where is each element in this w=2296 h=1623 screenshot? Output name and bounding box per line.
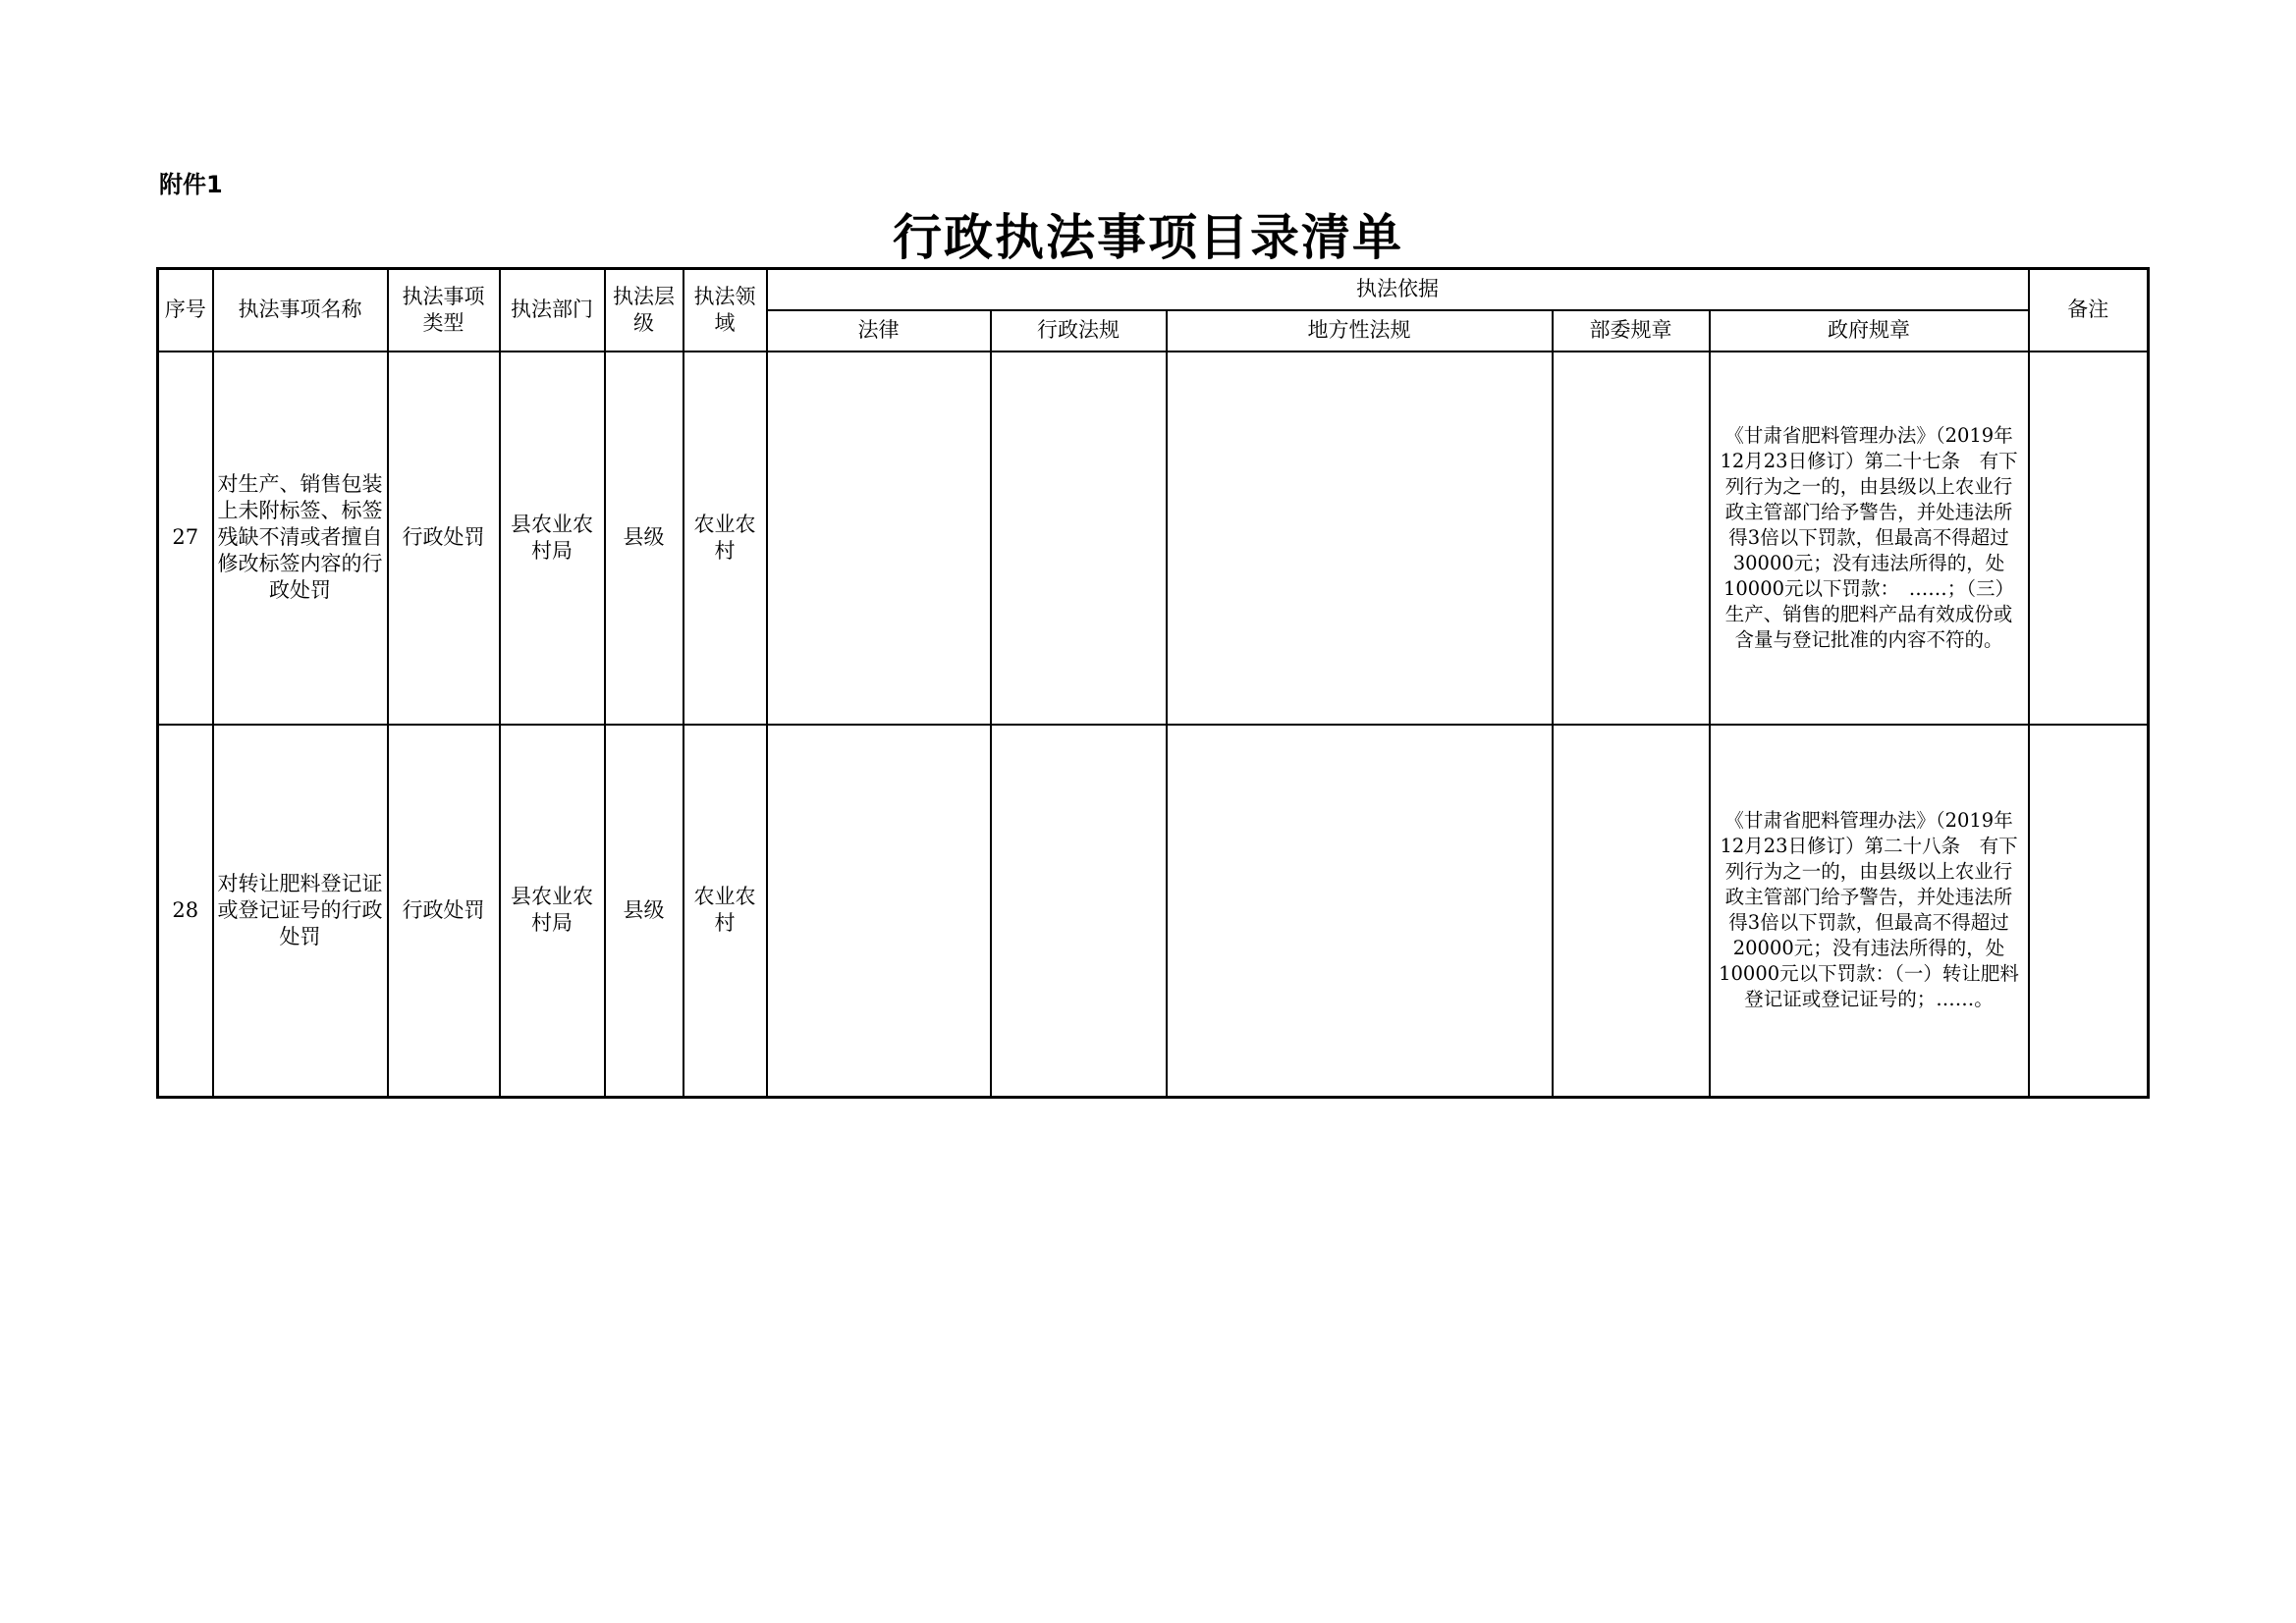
cell-department: 县农业农村局 <box>500 725 605 1098</box>
cell-law <box>767 352 991 725</box>
attachment-label: 附件1 <box>159 171 223 198</box>
header-remark: 备注 <box>2029 269 2149 352</box>
cell-item-type: 行政处罚 <box>388 352 500 725</box>
header-admin-regulation: 行政法规 <box>991 310 1167 352</box>
header-department: 执法部门 <box>500 269 605 352</box>
enforcement-table <box>156 267 2150 1099</box>
cell-level: 县级 <box>605 725 683 1098</box>
table-row <box>158 352 2149 725</box>
cell-admin-regulation <box>991 352 1167 725</box>
cell-law <box>767 725 991 1098</box>
cell-remark <box>2029 725 2149 1098</box>
cell-remark <box>2029 352 2149 725</box>
cell-item-name: 对转让肥料登记证或登记证号的行政处罚 <box>213 725 388 1098</box>
header-level: 执法层级 <box>605 269 683 352</box>
header-ministry-rule: 部委规章 <box>1553 310 1710 352</box>
cell-local-regulation <box>1167 352 1553 725</box>
cell-department: 县农业农村局 <box>500 352 605 725</box>
cell-ministry-rule <box>1553 352 1710 725</box>
header-seq: 序号 <box>158 269 213 352</box>
cell-seq: 27 <box>158 352 213 725</box>
header-item-name: 执法事项名称 <box>213 269 388 352</box>
cell-seq: 28 <box>158 725 213 1098</box>
table-row <box>158 725 2149 1098</box>
header-item-type: 执法事项类型 <box>388 269 500 352</box>
header-gov-rule: 政府规章 <box>1710 310 2029 352</box>
cell-gov-rule: 《甘肃省肥料管理办法》（2019年12月23日修订）第二十八条 有下列行为之一的，由县级以上农业行政主管部门给予警告，并处违法所得3倍以下罚款，但最高不得超过20000元；没有违法所得的，处10000元以下罚款：（一）转让肥料登记证或登记证号的；……。 <box>1710 725 2029 1098</box>
cell-local-regulation <box>1167 725 1553 1098</box>
cell-level: 县级 <box>605 352 683 725</box>
cell-item-type: 行政处罚 <box>388 725 500 1098</box>
cell-ministry-rule <box>1553 725 1710 1098</box>
page-title: 行政执法事项目录清单 <box>893 208 1403 266</box>
cell-admin-regulation <box>991 725 1167 1098</box>
header-field: 执法领域 <box>683 269 767 352</box>
cell-gov-rule: 《甘肃省肥料管理办法》（2019年12月23日修订）第二十七条 有下列行为之一的，由县级以上农业行政主管部门给予警告，并处违法所得3倍以下罚款，但最高不得超过30000元；没有违法所得的，处10000元以下罚款： ……；（三）生产、销售的肥料产品有效成份或含量与登记批准的内容不符的。 <box>1710 352 2029 725</box>
header-basis: 执法依据 <box>767 269 2029 310</box>
header-row-1 <box>158 269 2149 310</box>
cell-field: 农业农村 <box>683 352 767 725</box>
cell-item-name: 对生产、销售包装上未附标签、标签残缺不清或者擅自修改标签内容的行政处罚 <box>213 352 388 725</box>
cell-field: 农业农村 <box>683 725 767 1098</box>
header-law: 法律 <box>767 310 991 352</box>
header-local-regulation: 地方性法规 <box>1167 310 1553 352</box>
